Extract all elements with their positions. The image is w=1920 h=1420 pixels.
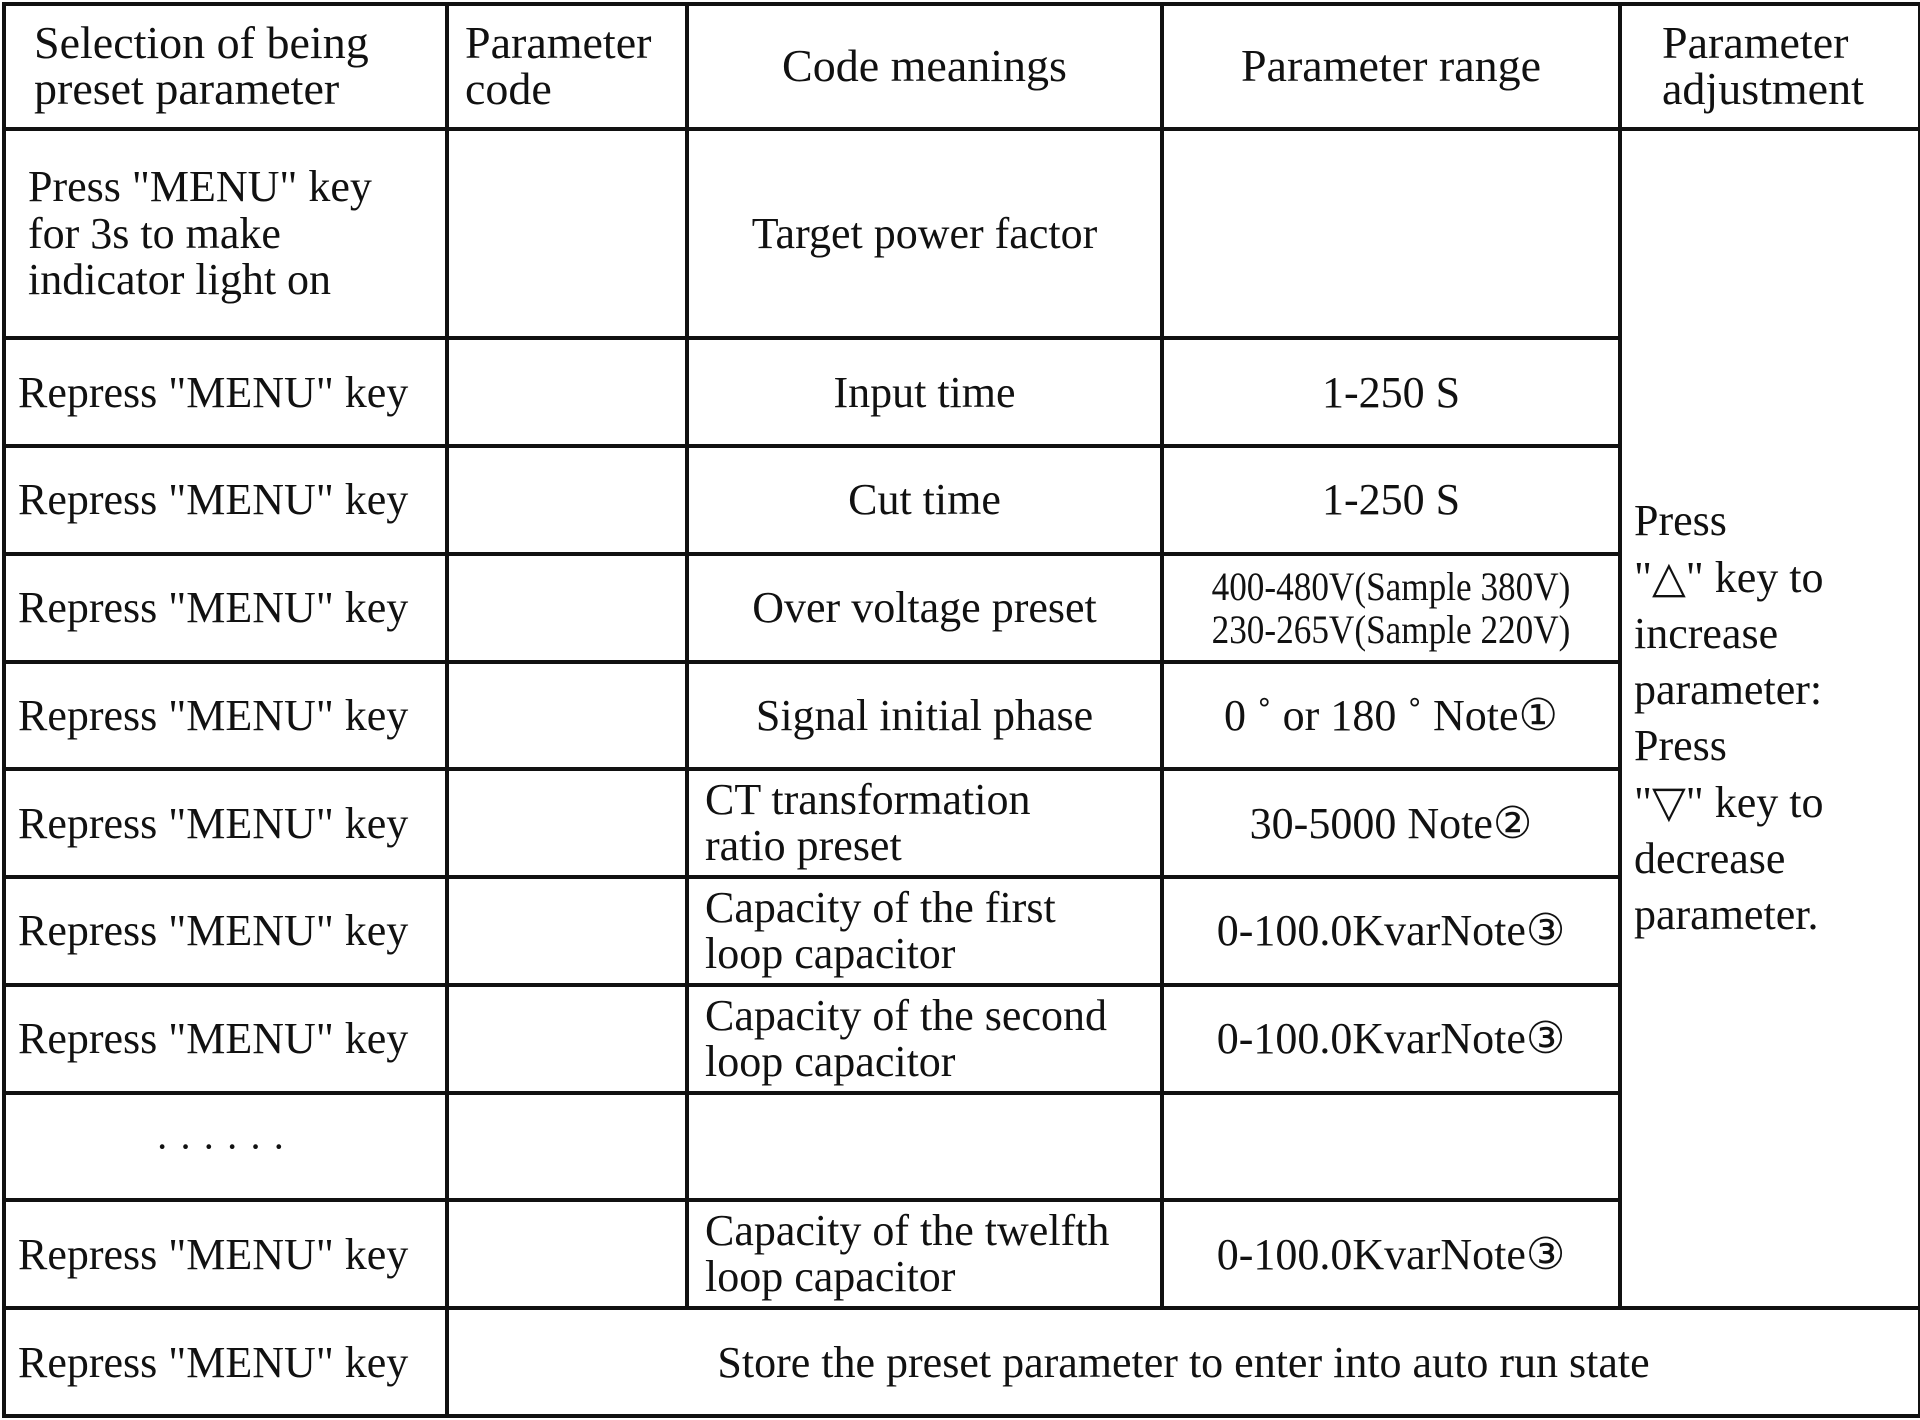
- header-adjust-line2: adjustment: [1662, 63, 1864, 115]
- adjustment-line2: "△" key to: [1634, 552, 1824, 602]
- range-cell: [1162, 129, 1620, 338]
- selection-cell: Repress "MENU" key: [4, 1200, 447, 1308]
- adjustment-line4: parameter:: [1634, 665, 1823, 715]
- meaning-line2: loop capacitor: [705, 1252, 956, 1302]
- range-line1: 400-480V(Sample 380V): [1211, 563, 1571, 609]
- meaning-line2: ratio preset: [705, 821, 902, 871]
- meaning-cell: [687, 1093, 1162, 1201]
- selection-cell: Repress "MENU" key: [4, 985, 447, 1093]
- meaning-line2: loop capacitor: [705, 1036, 956, 1086]
- code-cell: [447, 769, 687, 877]
- header-code-line1: Parameter: [465, 17, 652, 69]
- range-cell: [1189, 554, 1592, 662]
- header-selection-line1: Selection of being: [34, 17, 369, 69]
- selection-cell: Repress "MENU" key: [4, 338, 447, 446]
- meaning-cell: [687, 1200, 1162, 1308]
- code-cell: [447, 1200, 687, 1308]
- table-row: [4, 1308, 1920, 1416]
- header-meanings: Code meanings: [687, 4, 1162, 129]
- meaning-cell: Signal initial phase: [687, 662, 1162, 770]
- adjustment-line8: parameter.: [1634, 890, 1819, 940]
- meaning-cell: [687, 769, 1162, 877]
- selection-line2: for 3s to make: [28, 208, 281, 258]
- adjustment-line5: Press: [1634, 721, 1727, 771]
- header-adjustment: [1620, 4, 1920, 129]
- meaning-line2: loop capacitor: [705, 928, 956, 978]
- code-cell: [447, 338, 687, 446]
- code-cell: [447, 446, 687, 554]
- range-cell: 30-5000 Note②: [1162, 769, 1620, 877]
- range-cell: 0 ˚ or 180 ˚ Note①: [1162, 662, 1620, 770]
- header-code: [447, 4, 687, 129]
- header-adjust-line1: Parameter: [1662, 17, 1849, 69]
- meaning-cell: [687, 985, 1162, 1093]
- adjustment-line6: "▽" key to: [1634, 777, 1824, 827]
- header-selection-line2: preset parameter: [34, 63, 340, 115]
- meaning-cell: Input time: [687, 338, 1162, 446]
- selection-cell: Repress "MENU" key: [4, 769, 447, 877]
- adjustment-line3: increase: [1634, 608, 1779, 658]
- code-cell: [447, 129, 687, 338]
- selection-cell: Repress "MENU" key: [4, 554, 447, 662]
- meaning-line1: CT transformation: [705, 775, 1031, 825]
- code-cell: [447, 554, 687, 662]
- ellipsis-cell: ······: [4, 1093, 447, 1201]
- selection-cell: Repress "MENU" key: [4, 1308, 447, 1416]
- adjustment-line7: decrease: [1634, 834, 1786, 884]
- header-code-line2: code: [465, 63, 552, 115]
- adjustment-cell: [1620, 129, 1920, 1308]
- header-range: Parameter range: [1162, 4, 1620, 129]
- meaning-line1: Capacity of the first: [705, 882, 1056, 932]
- selection-cell: [4, 129, 447, 338]
- adjustment-line1: Press: [1634, 496, 1727, 546]
- range-line2: 230-265V(Sample 220V): [1211, 606, 1571, 652]
- parameter-preset-table: [2, 2, 1920, 1418]
- code-cell: [447, 662, 687, 770]
- range-cell: 0-100.0KvarNote③: [1162, 985, 1620, 1093]
- selection-cell: Repress "MENU" key: [4, 662, 447, 770]
- meaning-line1: Capacity of the twelfth: [705, 1206, 1110, 1256]
- table-row: [4, 129, 1920, 338]
- range-cell: 0-100.0KvarNote③: [1162, 877, 1620, 985]
- header-selection: [4, 4, 447, 129]
- range-cell: [1162, 1093, 1620, 1201]
- range-cell: 1-250 S: [1162, 446, 1620, 554]
- range-cell: 0-100.0KvarNote③: [1162, 1200, 1620, 1308]
- selection-line1: Press "MENU" key: [28, 162, 372, 212]
- selection-cell: Repress "MENU" key: [4, 446, 447, 554]
- meaning-cell: Over voltage preset: [687, 554, 1162, 662]
- selection-line3: indicator light on: [28, 254, 332, 304]
- meaning-cell: Target power factor: [687, 129, 1162, 338]
- code-cell: [447, 1093, 687, 1201]
- meaning-cell: Cut time: [687, 446, 1162, 554]
- meaning-line1: Capacity of the second: [705, 990, 1107, 1040]
- meaning-cell: [687, 877, 1162, 985]
- store-cell: Store the preset parameter to enter into auto run state: [447, 1308, 1920, 1416]
- code-cell: [447, 985, 687, 1093]
- header-row: [4, 4, 1920, 129]
- code-cell: [447, 877, 687, 985]
- selection-cell: Repress "MENU" key: [4, 877, 447, 985]
- range-cell: 1-250 S: [1162, 338, 1620, 446]
